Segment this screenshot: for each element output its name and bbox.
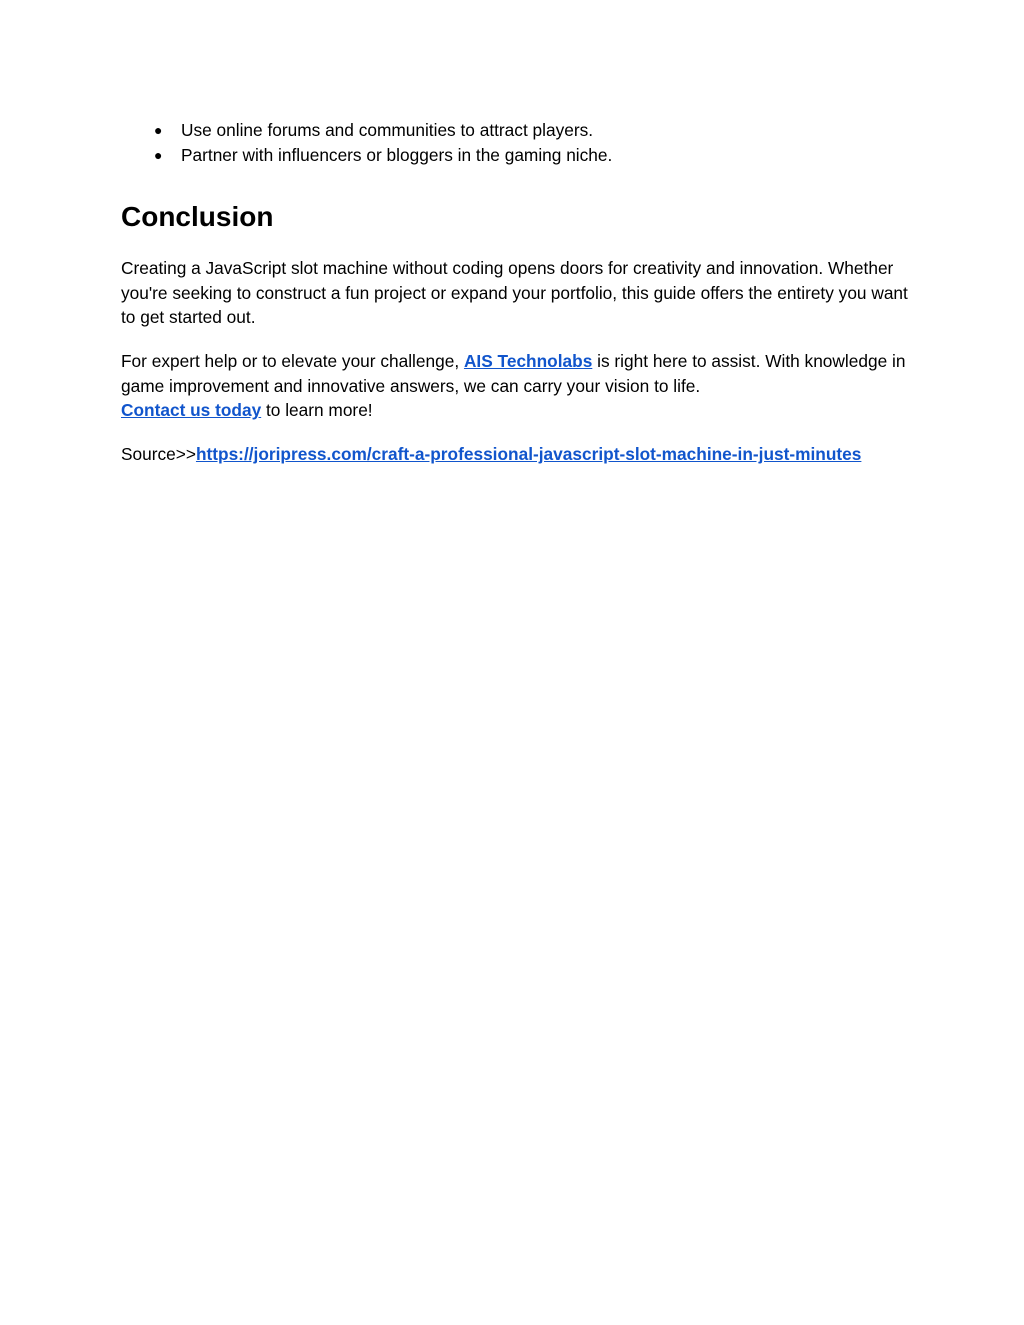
contact-us-link[interactable]: Contact us today [121, 400, 262, 420]
bullet-list [121, 118, 911, 167]
list-item [121, 143, 911, 168]
conclusion-paragraph: Creating a JavaScript slot machine without coding opens doors for creativity and innovation. Whether you're seeking to construct a fun project or expand your portfolio, this guide offers the entirety you want to get started out. [121, 258, 908, 327]
contact-text-after: to learn more! [261, 400, 373, 420]
document-content [121, 118, 911, 464]
list-item-text: Partner with influencers or bloggers in the gaming niche. [181, 144, 613, 165]
bullet-icon: ● [154, 146, 163, 163]
ais-technolabs-link[interactable]: AIS Technolabs [463, 351, 593, 371]
list-item-text: Use online forums and communities to attract players. [181, 120, 594, 140]
source-label: Source>> [121, 444, 196, 464]
contact-paragraph [121, 349, 911, 423]
list-item [121, 118, 911, 143]
source-paragraph [121, 442, 911, 467]
contact-text-before: For expert help or to elevate your challenge, [121, 351, 464, 371]
contact-text-middle: is right here to assist. With knowledge in game improvement and innovative answers, we can carry your vision to life. [121, 351, 906, 396]
section-heading: Conclusion [121, 201, 274, 232]
source-url-link[interactable]: https://joripress.com/craft-a-professional-javascript-slot-machine-in-just-minutes [195, 444, 862, 464]
bullet-icon: ● [154, 122, 163, 138]
